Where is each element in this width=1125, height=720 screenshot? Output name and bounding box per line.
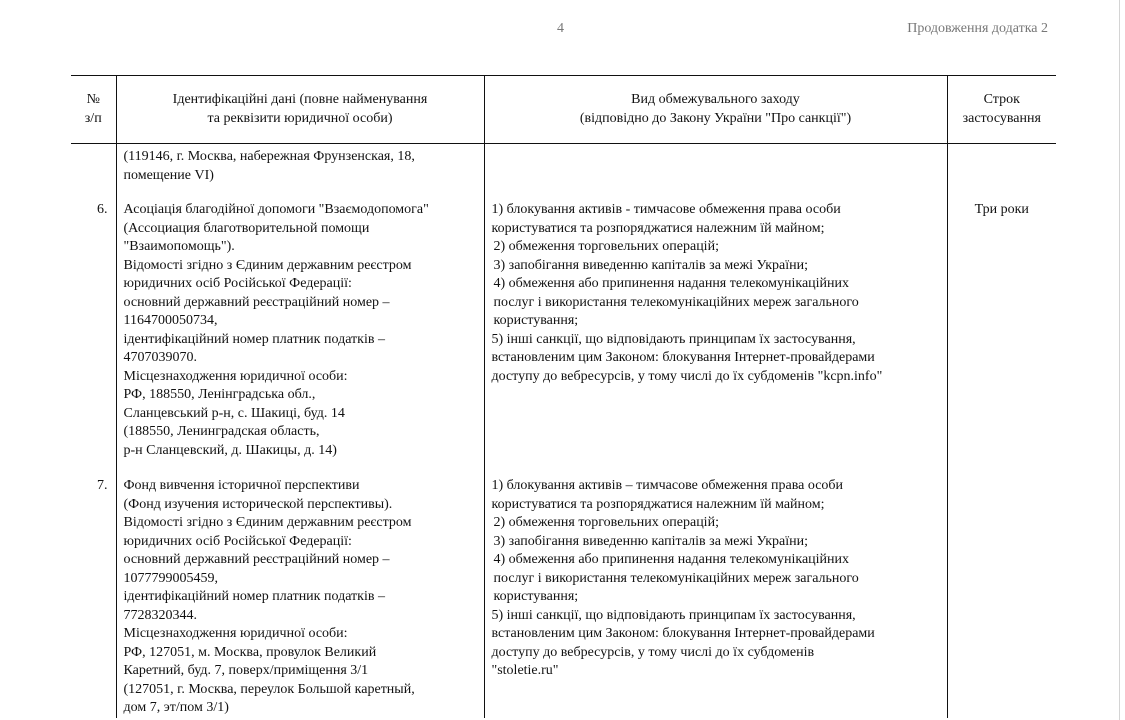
measure-line: користуватися та розпоряджатися належним їй майном; bbox=[491, 220, 825, 236]
identification-line: (Ассоциация благотворительной помощи bbox=[123, 220, 370, 236]
identification-line: (188550, Ленинградская область, bbox=[123, 424, 320, 439]
identification-line: "Взаимопомощь"). bbox=[123, 239, 235, 254]
identification-line: помещение VI) bbox=[123, 167, 214, 183]
identification-line: 7728320344. bbox=[123, 607, 197, 623]
identification-line: 1164700050734, bbox=[123, 313, 218, 328]
measure-line: 1) блокування активів – тимчасове обмеження права особи bbox=[491, 478, 844, 493]
header-measure-line: (відповідно до Закону України "Про санкції") bbox=[579, 110, 852, 126]
identification-line: Відомості згідно з Єдиним державним реєстром bbox=[123, 257, 412, 273]
identification-line: основний державний реєстраційний номер – bbox=[123, 552, 390, 567]
measure-line: "stoletie.ru" bbox=[491, 663, 559, 678]
identification-line: юридичних осіб Російської Федерації: bbox=[123, 533, 352, 549]
measure-line: доступу до вебресурсів, у тому числі до їх субдоменів bbox=[491, 644, 815, 660]
header-number-line: з/п bbox=[84, 110, 102, 126]
measure-line: встановленим цим Законом: блокування Інтернет-провайдерами bbox=[491, 626, 875, 641]
term-cell: Три роки bbox=[947, 185, 1056, 460]
identification-line: Каретний, буд. 7, поверх/приміщення 3/1 bbox=[123, 663, 369, 678]
header-measure bbox=[484, 76, 947, 144]
identification-line: (Фонд изучения исторической перспективы). bbox=[123, 496, 393, 512]
measure-line: встановленим цим Законом: блокування Інтернет-провайдерами bbox=[491, 350, 875, 365]
measure-line: послуг і використання телекомунікаційних мереж загального bbox=[493, 570, 859, 586]
continuation-label: Продовження додатка 2 bbox=[907, 21, 1048, 36]
measure-cell bbox=[484, 144, 947, 186]
identification-line: 1077799005459, bbox=[123, 570, 218, 586]
measure-line: 3) запобігання виведенню капіталів за межі України; bbox=[493, 257, 809, 273]
measure-line: 3) запобігання виведенню капіталів за межі України; bbox=[493, 533, 809, 549]
identification-line: РФ, 188550, Ленінградська обл., bbox=[123, 387, 316, 402]
measure-line: доступу до вебресурсів, у тому числі до їх субдоменів "kcpn.info" bbox=[491, 368, 883, 384]
header-term-line: Строк bbox=[983, 92, 1020, 107]
table-row bbox=[71, 460, 1056, 718]
identification-line: Місцезнаходження юридичної особи: bbox=[123, 368, 348, 384]
header-term-line: застосування bbox=[962, 110, 1041, 126]
identification-line: РФ, 127051, м. Москва, провулок Великий bbox=[123, 644, 377, 660]
measure-line: користування; bbox=[493, 313, 579, 328]
identification-line: основний державний реєстраційний номер – bbox=[123, 294, 390, 310]
header-measure-line: Вид обмежувального заходу bbox=[631, 92, 800, 107]
measure-line: послуг і використання телекомунікаційних мереж загального bbox=[493, 294, 859, 310]
row-number: 7. bbox=[71, 460, 116, 718]
page-number: 4 bbox=[557, 21, 564, 36]
measure-line: 4) обмеження або припинення надання телекомунікаційних bbox=[493, 552, 850, 567]
identification-line: ідентифікаційний номер платник податків – bbox=[123, 331, 385, 347]
header-identification bbox=[116, 76, 484, 144]
identification-line: (127051, г. Москва, переулок Большой каретный, bbox=[123, 681, 415, 697]
identification-line: дом 7, эт/пом 3/1) bbox=[123, 700, 229, 715]
measure-line: користування; bbox=[493, 589, 579, 604]
row-number: 6. bbox=[71, 185, 116, 460]
term-cell bbox=[947, 144, 1056, 186]
table-row bbox=[71, 185, 1056, 460]
measure-cell bbox=[484, 460, 947, 718]
identification-cell bbox=[116, 144, 484, 186]
table-row bbox=[71, 144, 1056, 186]
measure-line: 4) обмеження або припинення надання телекомунікаційних bbox=[493, 276, 850, 291]
identification-cell bbox=[116, 460, 484, 718]
measure-line: 2) обмеження торговельних операцій; bbox=[493, 239, 719, 254]
measure-line: користуватися та розпоряджатися належним їй майном; bbox=[491, 496, 825, 512]
identification-line: ідентифікаційний номер платник податків – bbox=[123, 589, 385, 604]
term-cell bbox=[947, 460, 1056, 718]
measure-line: 1) блокування активів - тимчасове обмеження права особи bbox=[491, 202, 841, 217]
identification-line: Асоціація благодійної допомоги "Взаємодопомога" bbox=[123, 202, 429, 217]
identification-line: р-н Сланцевский, д. Шакицы, д. 14) bbox=[123, 442, 337, 458]
row-number bbox=[71, 144, 116, 186]
header-number bbox=[71, 76, 116, 144]
measure-line: 5) інші санкції, що відповідають принципам їх застосування, bbox=[491, 607, 856, 623]
header-number-line: № bbox=[86, 92, 100, 107]
identification-cell bbox=[116, 185, 484, 460]
identification-line: Сланцевський р-н, с. Шакиці, буд. 14 bbox=[123, 405, 345, 421]
header-identification-line: та реквізити юридичної особи) bbox=[207, 110, 393, 126]
measure-line: 5) інші санкції, що відповідають принципам їх застосування, bbox=[491, 331, 856, 347]
sanctions-table bbox=[71, 75, 1056, 718]
identification-line: (119146, г. Москва, набережная Фрунзенская, 18, bbox=[123, 149, 415, 164]
table-header-row bbox=[71, 76, 1056, 144]
identification-line: юридичних осіб Російської Федерації: bbox=[123, 276, 352, 291]
header-term bbox=[947, 76, 1056, 144]
header-identification-line: Ідентифікаційні дані (повне найменування bbox=[172, 92, 428, 107]
identification-line: Місцезнаходження юридичної особи: bbox=[123, 626, 348, 641]
identification-line: 4707039070. bbox=[123, 350, 197, 365]
identification-line: Фонд вивчення історичної перспективи bbox=[123, 478, 360, 493]
measure-cell bbox=[484, 185, 947, 460]
measure-line: 2) обмеження торговельних операцій; bbox=[493, 515, 719, 530]
identification-line: Відомості згідно з Єдиним державним реєстром bbox=[123, 515, 412, 530]
